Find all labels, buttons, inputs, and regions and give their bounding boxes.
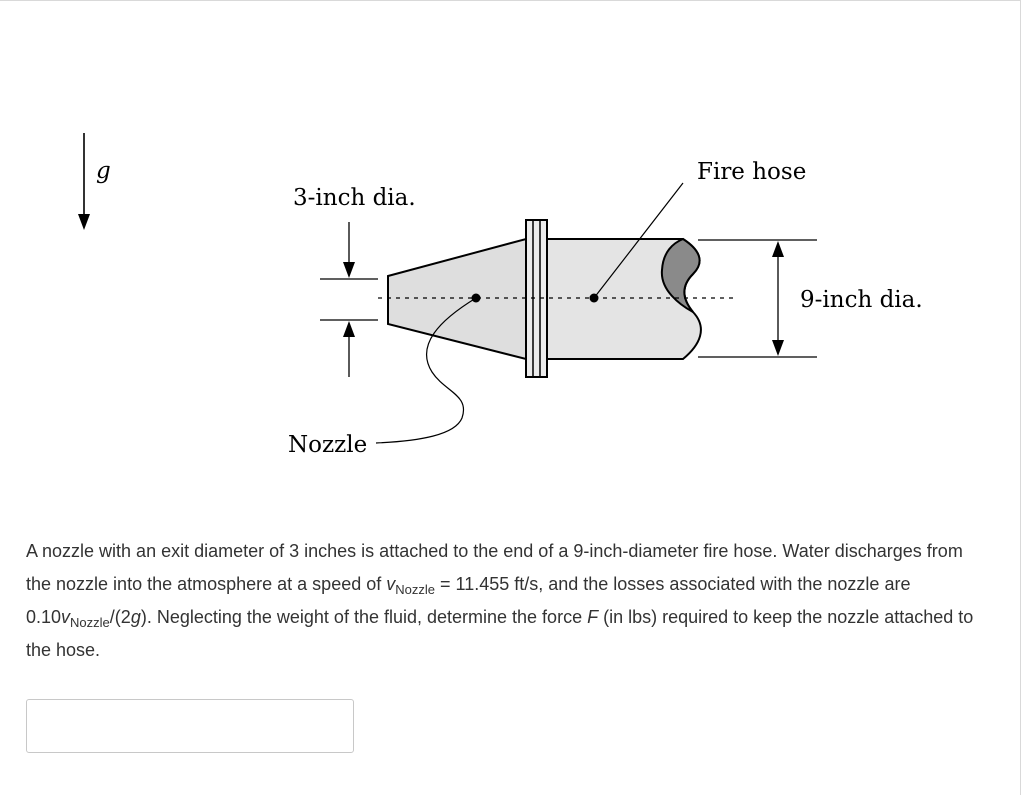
nozzle-body	[388, 239, 526, 359]
gravity-symbol: g	[130, 607, 141, 627]
gravity-label: g	[96, 158, 111, 184]
velocity-symbol: v	[386, 574, 396, 594]
force-symbol: F	[587, 607, 599, 627]
velocity-subscript-2: Nozzle	[70, 615, 110, 630]
problem-text-4: ). Neglecting the weight of the fluid, determine the force	[140, 607, 588, 627]
velocity-subscript: Nozzle	[395, 582, 435, 597]
hose-diameter-label: 9-inch dia.	[800, 287, 923, 313]
hose-label: Fire hose	[697, 159, 807, 185]
problem-statement	[26, 535, 986, 667]
nozzle-diameter-dimension	[320, 222, 378, 377]
answer-input[interactable]	[26, 699, 354, 753]
nozzle-diameter-label: 3-inch dia.	[293, 185, 416, 211]
velocity-symbol-2: v	[61, 607, 71, 627]
gravity-arrow	[78, 133, 90, 230]
problem-text-5: (in lbs) required to keep the nozzle attached to the hose.	[26, 607, 974, 660]
nozzle-label: Nozzle	[288, 432, 368, 458]
problem-text-2: = 11.455 ft/s, and the losses associated with the nozzle are 0.10	[26, 574, 911, 627]
problem-text-1: A nozzle with an exit diameter of 3 inches is attached to the end of a 9-inch-diameter fire hose. Water discharges from the nozzle into the atmosphere at a speed of	[26, 541, 963, 594]
problem-text-3: /(2	[109, 607, 131, 627]
